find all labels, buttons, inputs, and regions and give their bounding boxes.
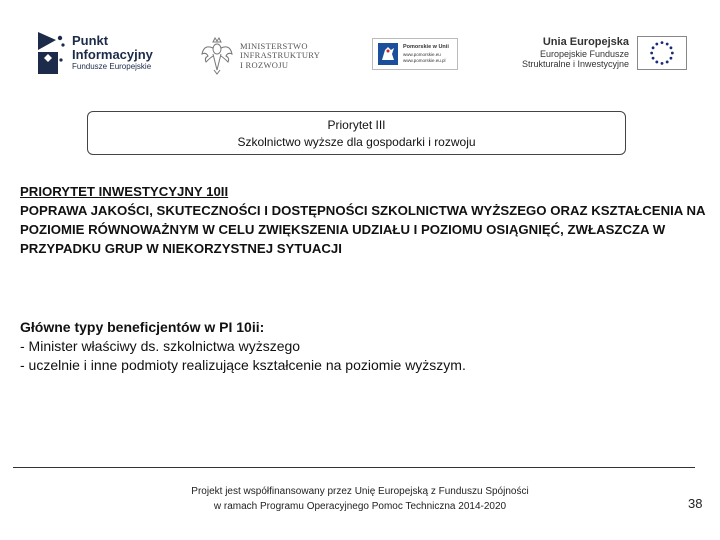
eu-logo-line2: Europejskie Fundusze [539,48,630,59]
ministerstwo-line2: INFRASTRUKTURY [240,50,321,61]
ministerstwo-line3: I ROZWOJU [240,59,289,70]
beneficiaries-heading: Główne typy beneficjentów w PI 10ii: [20,319,265,335]
investment-priority-description: POPRAWA JAKOŚCI, SKUTECZNOŚCI I DOSTĘPNOŚCI SZKOLNICTWA WYŻSZEGO ORAZ KSZTAŁCENIA NA POZIOMIE RÓWNOWAŻNYM W CELU ZWIĘKSZENIA UDZIAŁU I POZIOMU OSIĄGNIĘĆ, ZWŁASZCZA W PRZYPADKU GRUP W NIEKORZYSTNEJ SYTUACJI [20,203,706,256]
eu-logo-line1: Unia Europejska [542,36,630,49]
pomorskie-line3: www.pomorskie.eu.pl [403,57,446,63]
beneficiaries-section [20,318,700,375]
banner-title: Priorytet III [327,118,386,132]
priority-banner [87,111,626,155]
pomorskie-line2: www.pomorskie.eu [403,51,441,57]
investment-priority-title: PRIORYTET INWESTYCYJNY 10II [20,184,229,199]
punkt-informacyjny-logo [34,30,153,76]
footer-line1: Projekt jest współfinansowany przez Unię Europejską z Funduszu Spójności [191,486,529,497]
pi-logo-line1: Punkt [72,33,109,49]
pomorskie-line1: Pomorskie w Unii [403,44,449,51]
pi-logo-line3: Fundusze Europejskie [72,62,152,72]
pomorskie-logo [372,38,458,70]
beneficiary-item: - Minister właściwy ds. szkolnictwa wyższego [20,338,301,354]
footer-text [160,484,560,514]
ministerstwo-logo [200,36,320,76]
pi-logo-line2: Informacyjny [72,46,153,62]
footer-line2: w ramach Programu Operacyjnego Pomoc Techniczna 2014-2020 [213,501,507,512]
eu-logo-line3: Strukturalne i Inwestycyjne [522,59,630,70]
eu-flag-icon [637,36,687,70]
banner-subtitle: Szkolnictwo wyższe dla gospodarki i rozwoju [237,135,476,149]
unia-europejska-logo [522,36,687,70]
logo-bar [0,0,720,90]
beneficiary-item: - uczelnie i inne podmioty realizujące kształcenie na poziomie wyższym. [20,357,466,373]
polish-eagle-icon [200,36,234,76]
fundusze-europejskie-icon [34,30,66,76]
ministerstwo-line1: MINISTERSTWO [240,40,308,51]
footer-divider [13,467,695,468]
investment-priority [20,182,710,258]
pomorskie-logo-box [372,38,458,70]
page-number: 38 [688,496,703,511]
pomorskie-griffin-icon [377,42,399,66]
